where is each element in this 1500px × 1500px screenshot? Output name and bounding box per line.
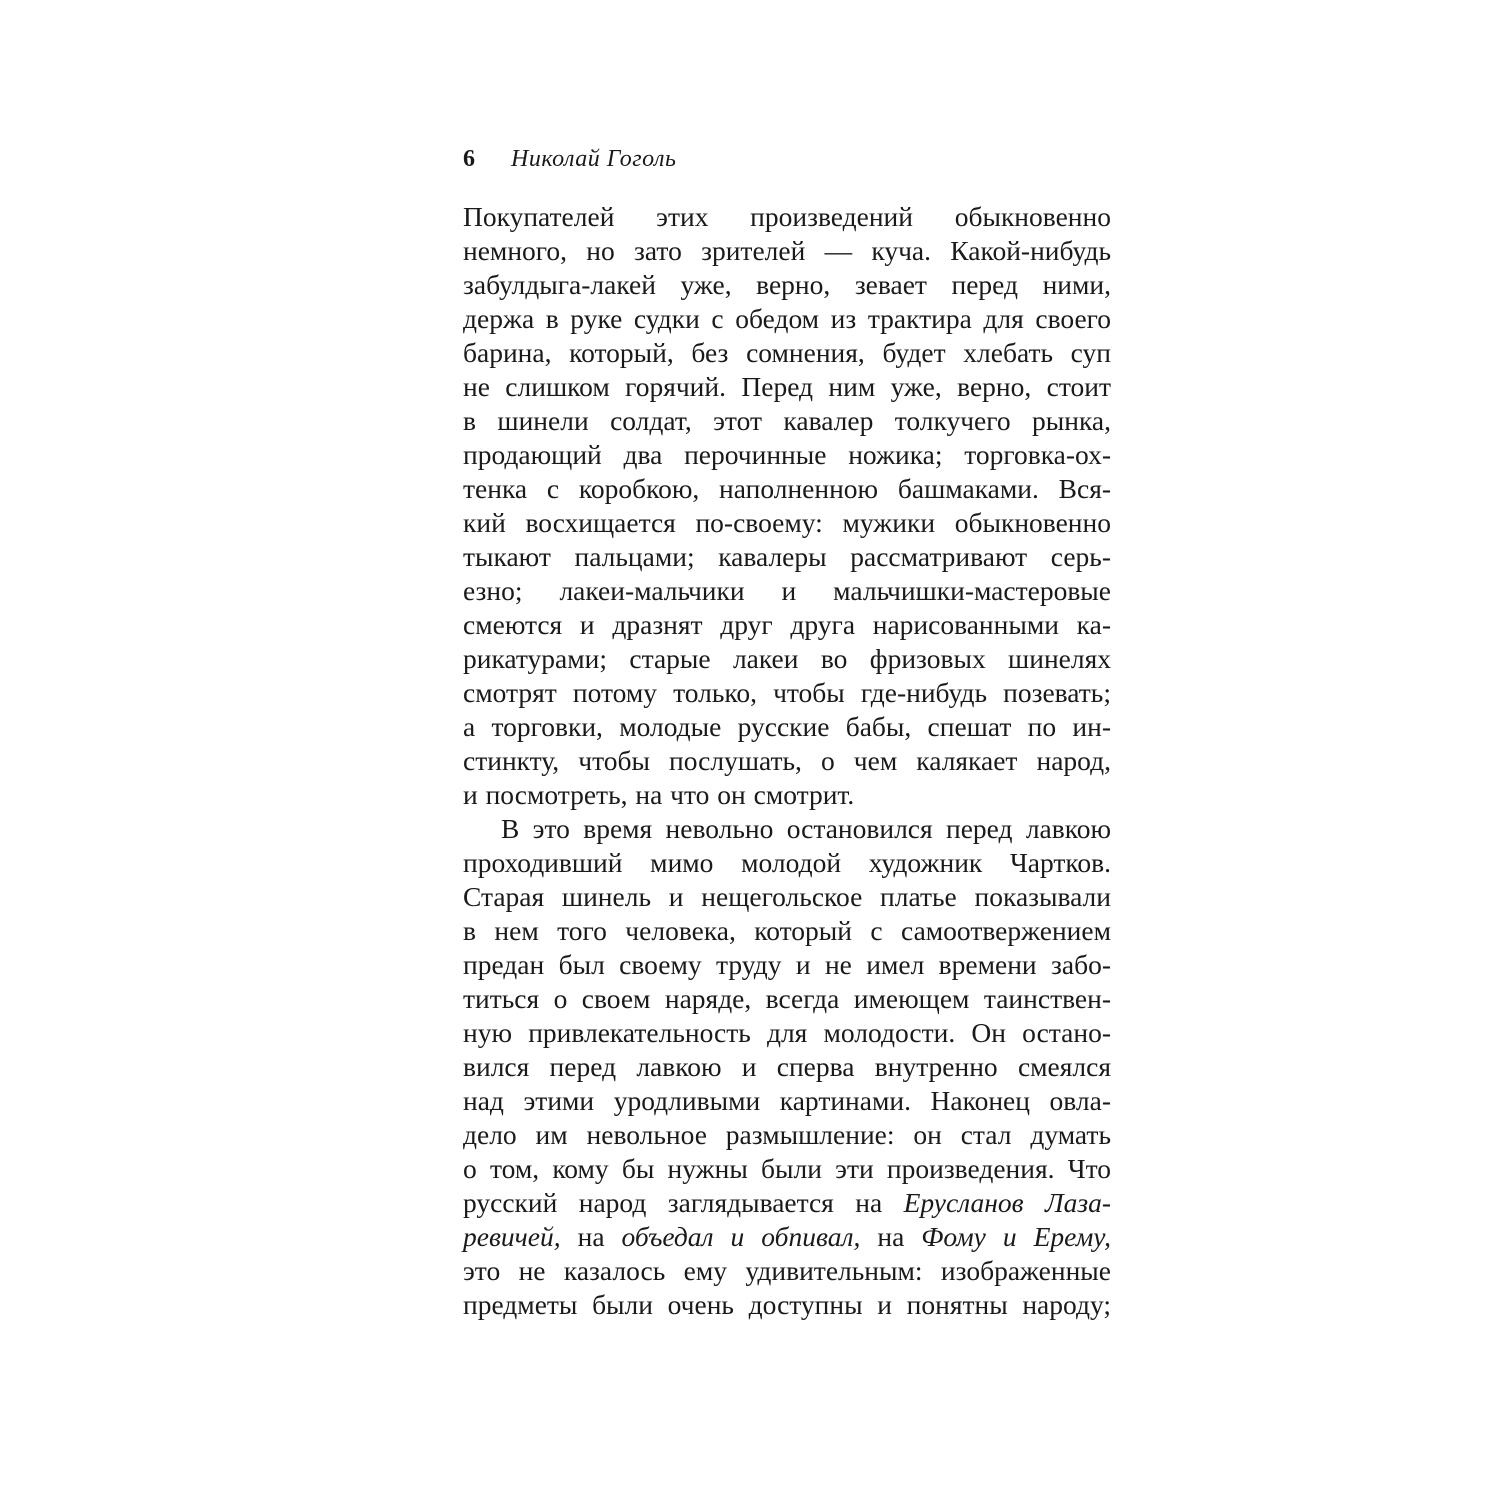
text-line: кий восхищается по-своему: мужики обыкновенно [463,507,1111,538]
text-line: титься о своем наряде, всегда имеющем таинствен- [463,983,1111,1014]
text-line: в шинели солдат, этот кавалер толкучего рынка, [463,405,1111,436]
body-text [463,200,1111,1322]
text-line: тыкают пальцами; кавалеры рассматривают серь- [463,541,1111,572]
text-line: предан был своему труду и не имел времени забо- [463,949,1111,980]
text-line: а торговки, молодые русские бабы, спешат по ин- [463,711,1111,742]
text-line: смеются и дразнят друг друга нарисованными ка- [463,609,1111,640]
running-title: Николай Гоголь [511,146,677,172]
italic-title: Фому и Ерему, [921,1221,1111,1252]
page-number: 6 [463,146,475,172]
text-run: русский народ заглядывается на [463,1187,904,1218]
text-line: забулдыга-лакей уже, верно, зевает перед ними, [463,269,1111,300]
text-line: это не казалось ему удивительным: изображенные [463,1255,1111,1286]
text-line: и посмотреть, на что он смотрит. [463,779,855,810]
running-head [463,142,1111,182]
text-line: Старая шинель и нещегольское платье показывали [463,881,1111,912]
text-line: тенка с коробкою, наполненною башмаками. Вся- [463,473,1111,504]
text-line: продающий два перочинные ножика; торговка-ох- [463,439,1111,470]
text-line: предметы были очень доступны и понятны народу; [463,1289,1111,1320]
italic-title: объедал и обпивал, [621,1221,861,1252]
text-line: ную привлекательность для молодости. Он остано- [463,1017,1111,1048]
text-line: о том, кому бы нужны были эти произведения. Что [463,1153,1111,1184]
text-line: В это время невольно остановился перед лавкою [501,813,1111,844]
text-line: немного, но зато зрителей — куча. Какой-нибудь [463,235,1111,266]
text-line: рикатурами; старые лакеи во фризовых шинелях [463,643,1111,674]
text-line: над этими уродливыми картинами. Наконец овла- [463,1085,1111,1116]
text-line: проходивший мимо молодой художник Чартков. [463,847,1111,878]
text-line: вился перед лавкою и сперва внутренно смеялся [463,1051,1111,1082]
text-line: барина, который, без сомнения, будет хлебать суп [463,337,1111,368]
italic-title: Еруcланов Лаза- [903,1187,1112,1218]
text-line: смотрят потому только, чтобы где-нибудь позевать; [463,677,1111,708]
text-line: Покупателей этих произведений обыкновенно [463,201,1111,232]
italic-title: ревичей, [463,1221,561,1252]
text-line: дело им невольное размышление: он стал думать [463,1119,1111,1150]
text-line: не слишком горячий. Перед ним уже, верно, стоит [463,371,1111,402]
text-line [463,1186,1111,1220]
text-line: стинкту, чтобы послушать, о чем калякает народ, [463,745,1111,776]
text-run: на [560,1221,622,1252]
text-line: в нем того человека, который с самоотвержением [463,915,1111,946]
text-line: езно; лакеи-мальчики и мальчишки-мастеровые [463,575,1111,606]
book-page [463,142,1111,1322]
text-run: на [860,1221,922,1252]
text-line [463,1220,1111,1254]
text-line: держа в руке судки с обедом из трактира для своего [463,303,1111,334]
